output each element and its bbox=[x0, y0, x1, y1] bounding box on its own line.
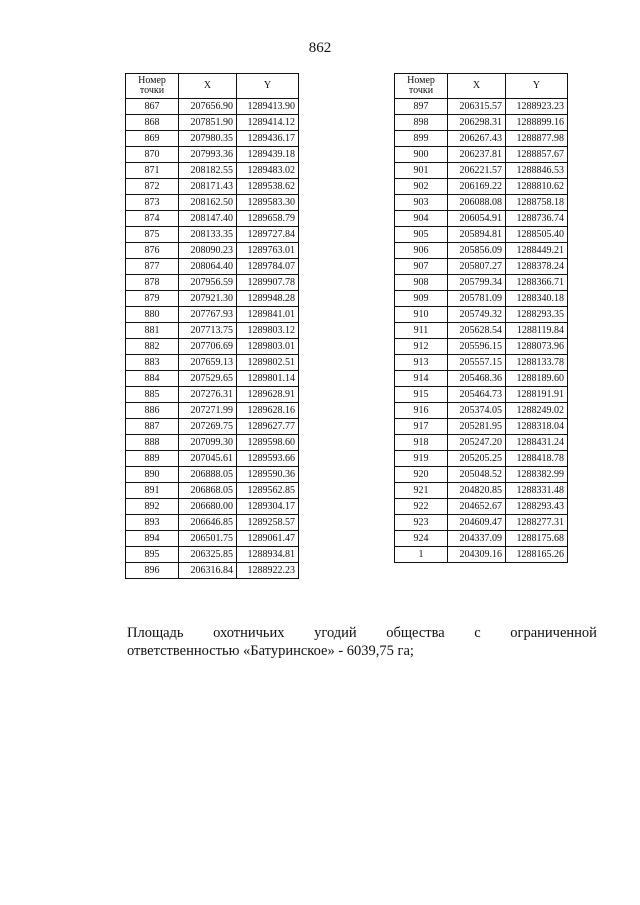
cell-x: 205628.54 bbox=[448, 323, 506, 339]
table-row bbox=[126, 115, 299, 131]
cell-y: 1288758.18 bbox=[506, 195, 568, 211]
page-number: 862 bbox=[308, 40, 332, 56]
cell-point-number: 892 bbox=[126, 499, 179, 515]
cell-y: 1289562.85 bbox=[237, 483, 299, 499]
cell-point-number: 901 bbox=[395, 163, 448, 179]
cell-x: 206868.05 bbox=[179, 483, 237, 499]
table-row bbox=[395, 403, 568, 419]
caption-word: ограниченной bbox=[510, 625, 597, 641]
cell-point-number: 889 bbox=[126, 451, 179, 467]
caption-word: охотничьих bbox=[213, 625, 285, 641]
caption-line-2: ответственностью «Батуринское» - 6039,75 га; bbox=[127, 643, 414, 659]
cell-y: 1288922.23 bbox=[237, 563, 299, 579]
table-row bbox=[395, 387, 568, 403]
header-point-number: Номер точки bbox=[395, 74, 448, 99]
table-row bbox=[126, 243, 299, 259]
cell-point-number: 869 bbox=[126, 131, 179, 147]
header-x: X bbox=[448, 74, 506, 99]
table-row bbox=[126, 163, 299, 179]
table-row bbox=[126, 131, 299, 147]
cell-point-number: 914 bbox=[395, 371, 448, 387]
cell-x: 206680.00 bbox=[179, 499, 237, 515]
cell-point-number: 919 bbox=[395, 451, 448, 467]
cell-point-number: 872 bbox=[126, 179, 179, 195]
cell-point-number: 915 bbox=[395, 387, 448, 403]
cell-x: 205464.73 bbox=[448, 387, 506, 403]
cell-point-number: 890 bbox=[126, 467, 179, 483]
cell-point-number: 909 bbox=[395, 291, 448, 307]
cell-point-number: 917 bbox=[395, 419, 448, 435]
cell-y: 1289593.66 bbox=[237, 451, 299, 467]
cell-x: 205374.05 bbox=[448, 403, 506, 419]
cell-x: 206169.22 bbox=[448, 179, 506, 195]
cell-x: 207269.75 bbox=[179, 419, 237, 435]
caption-word: угодий bbox=[314, 625, 357, 641]
table-row bbox=[126, 179, 299, 195]
cell-y: 1289627.77 bbox=[237, 419, 299, 435]
cell-y: 1288810.62 bbox=[506, 179, 568, 195]
table-row bbox=[126, 387, 299, 403]
table-row bbox=[395, 419, 568, 435]
cell-point-number: 907 bbox=[395, 259, 448, 275]
cell-y: 1289841.01 bbox=[237, 307, 299, 323]
cell-x: 206221.57 bbox=[448, 163, 506, 179]
cell-y: 1288249.02 bbox=[506, 403, 568, 419]
header-x: X bbox=[179, 74, 237, 99]
cell-y: 1289801.14 bbox=[237, 371, 299, 387]
table-row bbox=[395, 195, 568, 211]
table-row bbox=[395, 451, 568, 467]
cell-point-number: 1 bbox=[395, 547, 448, 563]
cell-y: 1289304.17 bbox=[237, 499, 299, 515]
cell-x: 206316.84 bbox=[179, 563, 237, 579]
cell-point-number: 912 bbox=[395, 339, 448, 355]
cell-x: 205247.20 bbox=[448, 435, 506, 451]
cell-y: 1288449.21 bbox=[506, 243, 568, 259]
cell-point-number: 903 bbox=[395, 195, 448, 211]
area-caption bbox=[127, 624, 597, 660]
table-row bbox=[395, 483, 568, 499]
cell-y: 1288318.04 bbox=[506, 419, 568, 435]
table-row bbox=[395, 227, 568, 243]
cell-y: 1288418.78 bbox=[506, 451, 568, 467]
cell-y: 1289803.12 bbox=[237, 323, 299, 339]
cell-y: 1289658.79 bbox=[237, 211, 299, 227]
caption-word: Площадь bbox=[127, 625, 184, 641]
cell-x: 208171.43 bbox=[179, 179, 237, 195]
table-row bbox=[126, 483, 299, 499]
cell-point-number: 870 bbox=[126, 147, 179, 163]
table-row bbox=[395, 147, 568, 163]
cell-y: 1288165.26 bbox=[506, 547, 568, 563]
cell-point-number: 867 bbox=[126, 99, 179, 115]
cell-y: 1289483.02 bbox=[237, 163, 299, 179]
cell-x: 204820.85 bbox=[448, 483, 506, 499]
cell-x: 205749.32 bbox=[448, 307, 506, 323]
cell-point-number: 921 bbox=[395, 483, 448, 499]
cell-y: 1289414.12 bbox=[237, 115, 299, 131]
cell-x: 205468.36 bbox=[448, 371, 506, 387]
cell-point-number: 893 bbox=[126, 515, 179, 531]
cell-x: 206088.08 bbox=[448, 195, 506, 211]
cell-y: 1288899.16 bbox=[506, 115, 568, 131]
cell-point-number: 895 bbox=[126, 547, 179, 563]
table-row bbox=[126, 211, 299, 227]
cell-point-number: 882 bbox=[126, 339, 179, 355]
cell-x: 207713.75 bbox=[179, 323, 237, 339]
cell-point-number: 922 bbox=[395, 499, 448, 515]
cell-point-number: 913 bbox=[395, 355, 448, 371]
table-row bbox=[126, 307, 299, 323]
cell-y: 1288293.43 bbox=[506, 499, 568, 515]
cell-y: 1289763.01 bbox=[237, 243, 299, 259]
cell-x: 206315.57 bbox=[448, 99, 506, 115]
table-row bbox=[126, 547, 299, 563]
cell-point-number: 906 bbox=[395, 243, 448, 259]
table-row bbox=[395, 531, 568, 547]
cell-y: 1289948.28 bbox=[237, 291, 299, 307]
cell-x: 206237.81 bbox=[448, 147, 506, 163]
cell-y: 1289727.84 bbox=[237, 227, 299, 243]
table-row bbox=[126, 371, 299, 387]
cell-y: 1288923.23 bbox=[506, 99, 568, 115]
table-row bbox=[395, 435, 568, 451]
header-point-number: Номер точки bbox=[126, 74, 179, 99]
table-row bbox=[395, 99, 568, 115]
table-row bbox=[126, 339, 299, 355]
cell-point-number: 897 bbox=[395, 99, 448, 115]
cell-x: 206646.85 bbox=[179, 515, 237, 531]
cell-x: 204609.47 bbox=[448, 515, 506, 531]
cell-point-number: 879 bbox=[126, 291, 179, 307]
cell-x: 205807.27 bbox=[448, 259, 506, 275]
cell-x: 205557.15 bbox=[448, 355, 506, 371]
table-row bbox=[126, 227, 299, 243]
cell-x: 207851.90 bbox=[179, 115, 237, 131]
cell-point-number: 878 bbox=[126, 275, 179, 291]
table-row bbox=[395, 499, 568, 515]
cell-point-number: 887 bbox=[126, 419, 179, 435]
cell-point-number: 868 bbox=[126, 115, 179, 131]
table-row bbox=[126, 195, 299, 211]
table-row bbox=[395, 515, 568, 531]
table-row bbox=[395, 259, 568, 275]
cell-y: 1288133.78 bbox=[506, 355, 568, 371]
cell-y: 1289413.90 bbox=[237, 99, 299, 115]
table-row bbox=[126, 259, 299, 275]
cell-x: 208147.40 bbox=[179, 211, 237, 227]
cell-y: 1288378.24 bbox=[506, 259, 568, 275]
cell-x: 207045.61 bbox=[179, 451, 237, 467]
cell-x: 208090.23 bbox=[179, 243, 237, 259]
table-row bbox=[395, 307, 568, 323]
cell-point-number: 885 bbox=[126, 387, 179, 403]
cell-x: 204337.09 bbox=[448, 531, 506, 547]
cell-y: 1289061.47 bbox=[237, 531, 299, 547]
table-row bbox=[395, 115, 568, 131]
cell-y: 1288073.96 bbox=[506, 339, 568, 355]
cell-point-number: 910 bbox=[395, 307, 448, 323]
cell-y: 1288366.71 bbox=[506, 275, 568, 291]
cell-x: 206888.05 bbox=[179, 467, 237, 483]
cell-point-number: 874 bbox=[126, 211, 179, 227]
cell-point-number: 918 bbox=[395, 435, 448, 451]
table-row bbox=[126, 99, 299, 115]
table-row bbox=[126, 403, 299, 419]
cell-y: 1289590.36 bbox=[237, 467, 299, 483]
cell-x: 204652.67 bbox=[448, 499, 506, 515]
cell-x: 208162.50 bbox=[179, 195, 237, 211]
table-row bbox=[126, 323, 299, 339]
table-row bbox=[126, 531, 299, 547]
cell-point-number: 891 bbox=[126, 483, 179, 499]
table-row bbox=[126, 563, 299, 579]
table-row bbox=[126, 515, 299, 531]
table-row bbox=[395, 179, 568, 195]
cell-x: 206054.91 bbox=[448, 211, 506, 227]
header-y: Y bbox=[237, 74, 299, 99]
table-row bbox=[126, 435, 299, 451]
coordinates-table-right bbox=[394, 73, 568, 563]
cell-y: 1289907.78 bbox=[237, 275, 299, 291]
cell-x: 207993.36 bbox=[179, 147, 237, 163]
table-header-row bbox=[126, 74, 299, 99]
cell-y: 1288191.91 bbox=[506, 387, 568, 403]
cell-point-number: 905 bbox=[395, 227, 448, 243]
cell-y: 1288846.53 bbox=[506, 163, 568, 179]
cell-x: 207656.90 bbox=[179, 99, 237, 115]
cell-x: 207276.31 bbox=[179, 387, 237, 403]
cell-y: 1289784.07 bbox=[237, 259, 299, 275]
table-row bbox=[395, 243, 568, 259]
table-row bbox=[395, 371, 568, 387]
cell-x: 205894.81 bbox=[448, 227, 506, 243]
cell-x: 205781.09 bbox=[448, 291, 506, 307]
cell-point-number: 875 bbox=[126, 227, 179, 243]
cell-point-number: 888 bbox=[126, 435, 179, 451]
caption-word: общества bbox=[386, 625, 445, 641]
cell-point-number: 881 bbox=[126, 323, 179, 339]
cell-x: 205799.34 bbox=[448, 275, 506, 291]
cell-y: 1289436.17 bbox=[237, 131, 299, 147]
cell-x: 207921.30 bbox=[179, 291, 237, 307]
cell-x: 207767.93 bbox=[179, 307, 237, 323]
caption-word: с bbox=[474, 625, 481, 641]
cell-y: 1288277.31 bbox=[506, 515, 568, 531]
cell-point-number: 883 bbox=[126, 355, 179, 371]
cell-point-number: 876 bbox=[126, 243, 179, 259]
cell-y: 1288857.67 bbox=[506, 147, 568, 163]
coordinates-table-left bbox=[125, 73, 299, 579]
caption-line-1 bbox=[127, 624, 597, 642]
cell-y: 1289439.18 bbox=[237, 147, 299, 163]
table-header-row bbox=[395, 74, 568, 99]
cell-point-number: 900 bbox=[395, 147, 448, 163]
cell-y: 1288189.60 bbox=[506, 371, 568, 387]
cell-y: 1289598.60 bbox=[237, 435, 299, 451]
cell-point-number: 896 bbox=[126, 563, 179, 579]
cell-x: 206501.75 bbox=[179, 531, 237, 547]
table-row bbox=[126, 467, 299, 483]
cell-point-number: 873 bbox=[126, 195, 179, 211]
cell-x: 208133.35 bbox=[179, 227, 237, 243]
cell-point-number: 871 bbox=[126, 163, 179, 179]
cell-y: 1289802.51 bbox=[237, 355, 299, 371]
table-row bbox=[395, 131, 568, 147]
cell-point-number: 898 bbox=[395, 115, 448, 131]
table-row bbox=[126, 499, 299, 515]
cell-point-number: 904 bbox=[395, 211, 448, 227]
table-row bbox=[126, 147, 299, 163]
cell-x: 207956.59 bbox=[179, 275, 237, 291]
table-row bbox=[395, 467, 568, 483]
cell-y: 1288175.68 bbox=[506, 531, 568, 547]
cell-x: 204309.16 bbox=[448, 547, 506, 563]
cell-x: 208064.40 bbox=[179, 259, 237, 275]
cell-point-number: 920 bbox=[395, 467, 448, 483]
cell-point-number: 923 bbox=[395, 515, 448, 531]
cell-y: 1288877.98 bbox=[506, 131, 568, 147]
cell-x: 205596.15 bbox=[448, 339, 506, 355]
table-row bbox=[395, 291, 568, 307]
table-row bbox=[395, 339, 568, 355]
table-row bbox=[126, 451, 299, 467]
cell-x: 205048.52 bbox=[448, 467, 506, 483]
cell-y: 1289258.57 bbox=[237, 515, 299, 531]
cell-x: 207706.69 bbox=[179, 339, 237, 355]
cell-point-number: 886 bbox=[126, 403, 179, 419]
cell-x: 207659.13 bbox=[179, 355, 237, 371]
cell-y: 1289628.91 bbox=[237, 387, 299, 403]
cell-point-number: 902 bbox=[395, 179, 448, 195]
table-row bbox=[126, 355, 299, 371]
cell-point-number: 924 bbox=[395, 531, 448, 547]
table-row bbox=[395, 211, 568, 227]
cell-x: 206298.31 bbox=[448, 115, 506, 131]
table-row bbox=[395, 323, 568, 339]
cell-y: 1288934.81 bbox=[237, 547, 299, 563]
cell-y: 1288340.18 bbox=[506, 291, 568, 307]
cell-x: 207271.99 bbox=[179, 403, 237, 419]
cell-x: 207099.30 bbox=[179, 435, 237, 451]
cell-x: 205205.25 bbox=[448, 451, 506, 467]
cell-point-number: 884 bbox=[126, 371, 179, 387]
table-row bbox=[126, 275, 299, 291]
cell-point-number: 916 bbox=[395, 403, 448, 419]
table-row bbox=[395, 547, 568, 563]
cell-point-number: 877 bbox=[126, 259, 179, 275]
cell-y: 1288331.48 bbox=[506, 483, 568, 499]
cell-x: 206325.85 bbox=[179, 547, 237, 563]
table-row bbox=[395, 275, 568, 291]
cell-y: 1289538.62 bbox=[237, 179, 299, 195]
cell-point-number: 911 bbox=[395, 323, 448, 339]
cell-y: 1289628.16 bbox=[237, 403, 299, 419]
header-y: Y bbox=[506, 74, 568, 99]
cell-x: 206267.43 bbox=[448, 131, 506, 147]
cell-point-number: 880 bbox=[126, 307, 179, 323]
cell-x: 205281.95 bbox=[448, 419, 506, 435]
cell-point-number: 899 bbox=[395, 131, 448, 147]
cell-y: 1288431.24 bbox=[506, 435, 568, 451]
cell-y: 1289583.30 bbox=[237, 195, 299, 211]
table-row bbox=[395, 355, 568, 371]
cell-x: 207980.35 bbox=[179, 131, 237, 147]
cell-y: 1288119.84 bbox=[506, 323, 568, 339]
cell-y: 1288293.35 bbox=[506, 307, 568, 323]
cell-y: 1289803.01 bbox=[237, 339, 299, 355]
cell-point-number: 894 bbox=[126, 531, 179, 547]
cell-y: 1288382.99 bbox=[506, 467, 568, 483]
cell-y: 1288736.74 bbox=[506, 211, 568, 227]
table-row bbox=[395, 163, 568, 179]
table-row bbox=[126, 291, 299, 307]
cell-x: 205856.09 bbox=[448, 243, 506, 259]
cell-point-number: 908 bbox=[395, 275, 448, 291]
table-row bbox=[126, 419, 299, 435]
cell-x: 207529.65 bbox=[179, 371, 237, 387]
cell-x: 208182.55 bbox=[179, 163, 237, 179]
cell-y: 1288505.40 bbox=[506, 227, 568, 243]
